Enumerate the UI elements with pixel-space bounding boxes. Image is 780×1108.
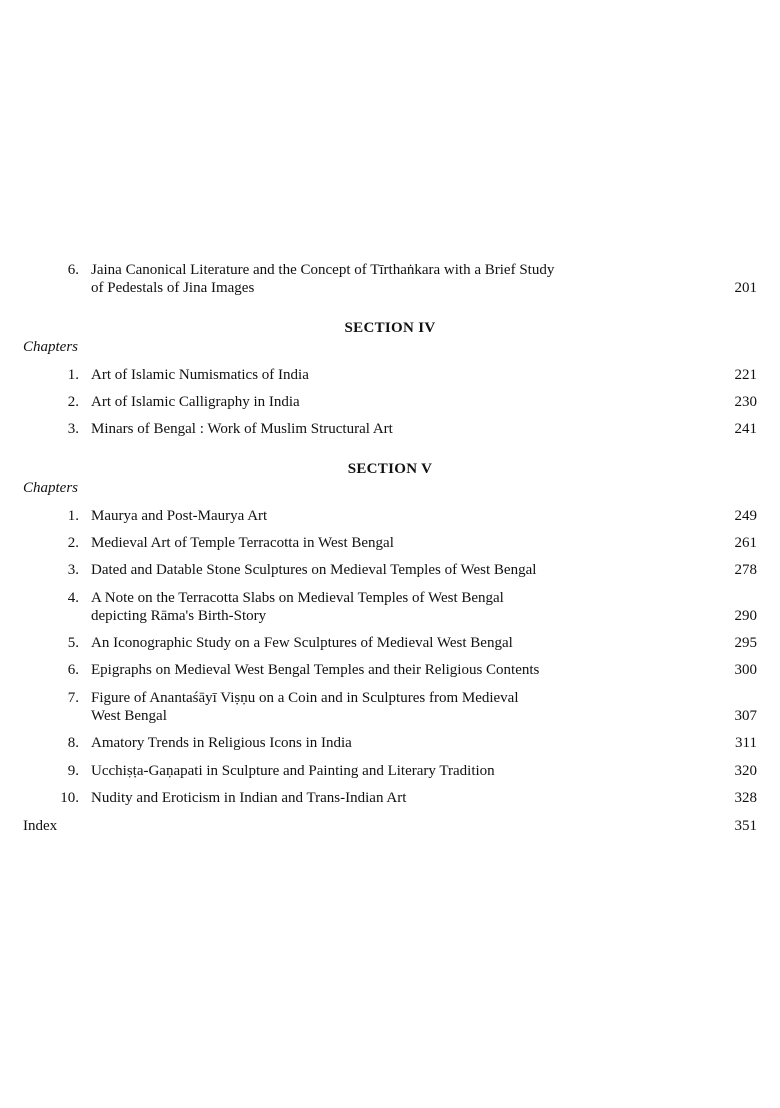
entry-number: 10. [60,790,79,806]
entry-page: 351 [734,818,757,834]
entry-title-line: Figure of Anantaśāyī Viṣṇu on a Coin and in Sculptures from Medieval [91,690,519,706]
entry-page: 241 [734,421,757,437]
entry-title [91,661,691,679]
entry-title-line: West Bengal [91,708,167,724]
entry-page: 295 [734,635,757,651]
entry-page: 320 [734,763,757,779]
entry-title-line: Medieval Art of Temple Terracotta in West Bengal [91,535,394,551]
entry-title-line: Art of Islamic Calligraphy in India [91,394,300,410]
entry-title-line: Amatory Trends in Religious Icons in India [91,735,352,751]
entry-title [91,762,691,780]
section-heading: SECTION IV [344,320,436,336]
entry-page: 221 [734,367,757,383]
entry-title-line: Art of Islamic Numismatics of India [91,367,309,383]
entry-title [91,561,691,579]
entry-number: 8. [67,735,79,751]
entry-number: 3. [67,421,79,437]
entry-title [91,393,691,411]
entry-title-line: An Iconographic Study on a Few Sculptures of Medieval West Bengal [91,635,513,651]
entry-page: 307 [734,708,757,724]
entry-number: 6. [67,662,79,678]
entry-title [91,789,691,807]
entry-page: 300 [734,662,757,678]
entry-title-line: Nudity and Eroticism in Indian and Trans-Indian Art [91,790,407,806]
entry-number: 9. [67,763,79,779]
entry-number: 7. [67,690,79,706]
entry-number: 1. [67,508,79,524]
entry-title [91,689,691,725]
entry-number: 5. [67,635,79,651]
chapters-label: Chapters [23,339,79,355]
entry-title-line: Dated and Datable Stone Sculptures on Medieval Temples of West Bengal [91,562,537,578]
entry-title-line: Ucchiṣṭa-Gaṇapati in Sculpture and Painting and Literary Tradition [91,763,495,779]
entry-number: 1. [67,367,79,383]
entry-title [91,420,691,438]
entry-page: 278 [734,562,757,578]
entry-number: 3. [67,562,79,578]
section-heading: SECTION V [347,461,433,477]
entry-title-line: Maurya and Post-Maurya Art [91,508,268,524]
entry-title [91,507,691,525]
entry-title-line: Epigraphs on Medieval West Bengal Temples and their Religious Contents [91,662,540,678]
entry-title [91,734,691,752]
entry-title-line: A Note on the Terracotta Slabs on Medieval Temples of West Bengal [91,590,504,606]
entry-title [91,366,691,384]
entry-page: 311 [735,735,757,751]
entry-page: 230 [734,394,757,410]
entry-title [91,589,691,625]
entry-title [91,634,691,652]
index-label: Index [23,818,58,834]
entry-number: 2. [67,535,79,551]
entry-title-line: of Pedestals of Jina Images [91,280,255,296]
entry-title [91,261,691,297]
entry-title-line: Jaina Canonical Literature and the Concept of Tīrthaṅkara with a Brief Study [91,262,555,278]
entry-number: 2. [67,394,79,410]
entry-page: 201 [734,280,757,296]
entry-number: 6. [67,262,79,278]
entry-title [91,534,691,552]
entry-title-line: Minars of Bengal : Work of Muslim Structural Art [91,421,393,437]
entry-number: 4. [67,590,79,606]
entry-page: 328 [734,790,757,806]
chapters-label: Chapters [23,480,79,496]
entry-page: 261 [734,535,757,551]
entry-page: 290 [734,608,757,624]
entry-title-line: depicting Rāma's Birth-Story [91,608,267,624]
entry-page: 249 [734,508,757,524]
